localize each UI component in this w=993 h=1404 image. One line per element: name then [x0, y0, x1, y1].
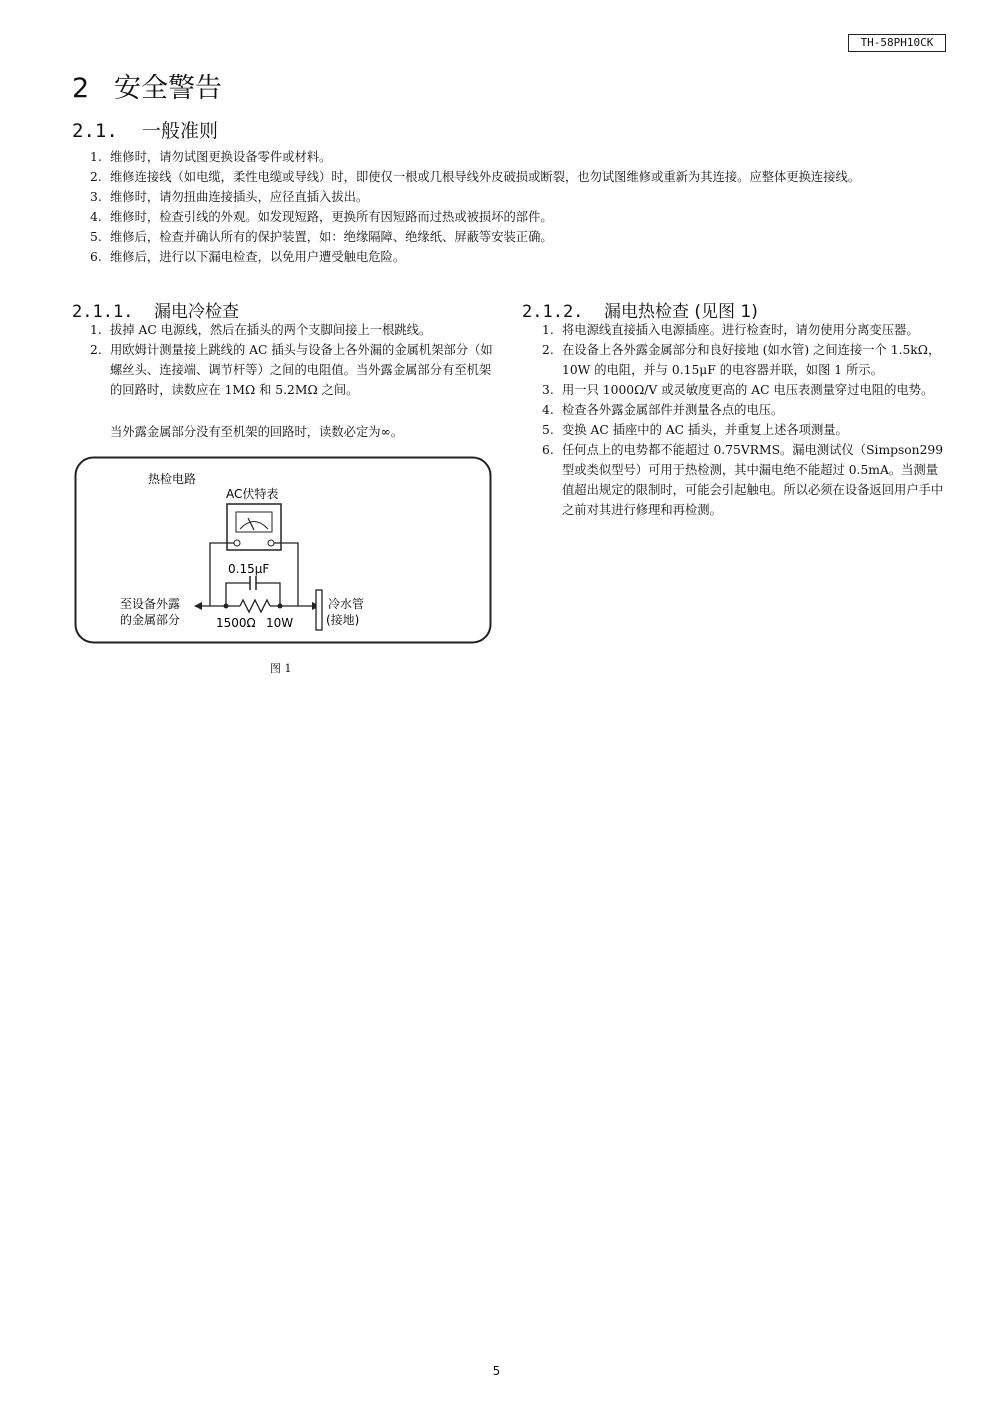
- resistor-icon: [200, 600, 308, 612]
- subsection-heading-cold-check: 2.1.1. 漏电冷检查: [72, 302, 239, 322]
- subsection-title: 一般准则: [142, 120, 219, 142]
- junction-dot: [278, 604, 283, 609]
- subsection-number: 2.1.: [72, 120, 118, 142]
- list-item: 2. 用欧姆计测量接上跳线的 AC 插头与设备上各外漏的金属机架部分（如螺丝头、连接端、调节杆等）之间的电阻值。当外露金属部分有至机架的回路时，读数应在 1MΩ 和 5.2MΩ 之间。: [90, 343, 493, 397]
- list-item: 4. 检查各外露金属部件并测量各点的电压。: [542, 403, 784, 417]
- right-label-line-1: 冷水管: [328, 597, 365, 611]
- list-item: 1. 将电源线直接插入电源插座。进行检查时，请勿使用分离变压器。: [542, 323, 919, 337]
- capacitor-label: 0.15μF: [228, 562, 270, 576]
- right-label-line-2: (接地): [326, 613, 360, 627]
- left-label-line-1: 至设备外露: [120, 597, 181, 611]
- resistor-label: 1500Ω: [216, 616, 256, 630]
- junction-dot: [224, 604, 229, 609]
- power-label: 10W: [266, 616, 294, 630]
- section-title: 安全警告: [114, 73, 222, 104]
- meter-lead-right: [274, 543, 298, 606]
- subsection-heading-hot-check: 2.1.2. 漏电热检查 (见图 1): [522, 302, 758, 322]
- general-guidelines-list: [90, 147, 948, 267]
- capacitor-icon: [226, 576, 280, 606]
- model-number: TH-58PH10CK: [848, 34, 946, 52]
- list-item: 3. 用一只 1000Ω/V 或灵敏度更高的 AC 电压表测量穿过电阻的电势。: [542, 383, 934, 397]
- figure-caption: 图 1: [270, 662, 292, 675]
- list-item: 3. 维修时，请勿扭曲连接插头，应径直插入拔出。: [90, 190, 369, 204]
- list-item: 6. 维修后，进行以下漏电检查，以免用户遭受触电危险。: [90, 250, 406, 264]
- list-item: 5. 维修后，检查并确认所有的保护装置，如：绝缘隔障、绝缘纸、屏蔽等安装正确。: [90, 230, 553, 244]
- section-heading: [72, 66, 222, 105]
- meter-label: AC伏特表: [226, 487, 279, 501]
- diagram-title: 热检电路: [148, 472, 197, 486]
- cold-check-list: [90, 320, 494, 400]
- list-item: 4. 维修时，检查引线的外观。如发现短路，更换所有因短路而过热或被损坏的部件。: [90, 210, 553, 224]
- list-item: 1. 维修时，请勿试图更换设备零件或材料。: [90, 150, 332, 164]
- arrow-left-icon: [194, 602, 202, 610]
- list-item: 2. 在设备上各外露金属部分和良好接地 (如水管) 之间连接一个 1.5kΩ，10W 的电阻，并与 0.15μF 的电容器并联，如图 1 所示。: [542, 343, 941, 377]
- list-item: 6. 任何点上的电势都不能超过 0.75VRMS。漏电测试仪（Simpson299 型或类似型号）可用于热检测，其中漏电绝不能超过 0.5mA。当测量值超出规定的限制时，可能会引起触电。所以必须在设备返回用户手中之前对其进行修理和再检测。: [542, 443, 944, 517]
- list-item: 2. 维修连接线（如电缆，柔性电缆或导线）时，即使仅一根或几根导线外皮破损或断裂，也勿试图维修或重新为其连接。应整体更换连接线。: [90, 170, 861, 184]
- page-number: 5: [492, 1364, 501, 1378]
- list-item: 1. 拔掉 AC 电源线，然后在插头的两个支脚间接上一根跳线。: [90, 323, 432, 337]
- cold-check-note: 当外露金属部分没有至机架的回路时，读数必定为∞。: [110, 425, 404, 439]
- voltmeter-icon: [227, 504, 281, 550]
- left-label-line-2: 的金属部分: [120, 613, 181, 627]
- hot-check-circuit-diagram: [74, 456, 492, 644]
- list-item: 5. 变换 AC 插座中的 AC 插头，并重复上述各项测量。: [542, 423, 848, 437]
- hot-check-list: [542, 320, 946, 520]
- section-number: 2: [72, 73, 90, 104]
- water-pipe-icon: [316, 590, 322, 630]
- subsection-heading-general: [72, 116, 218, 143]
